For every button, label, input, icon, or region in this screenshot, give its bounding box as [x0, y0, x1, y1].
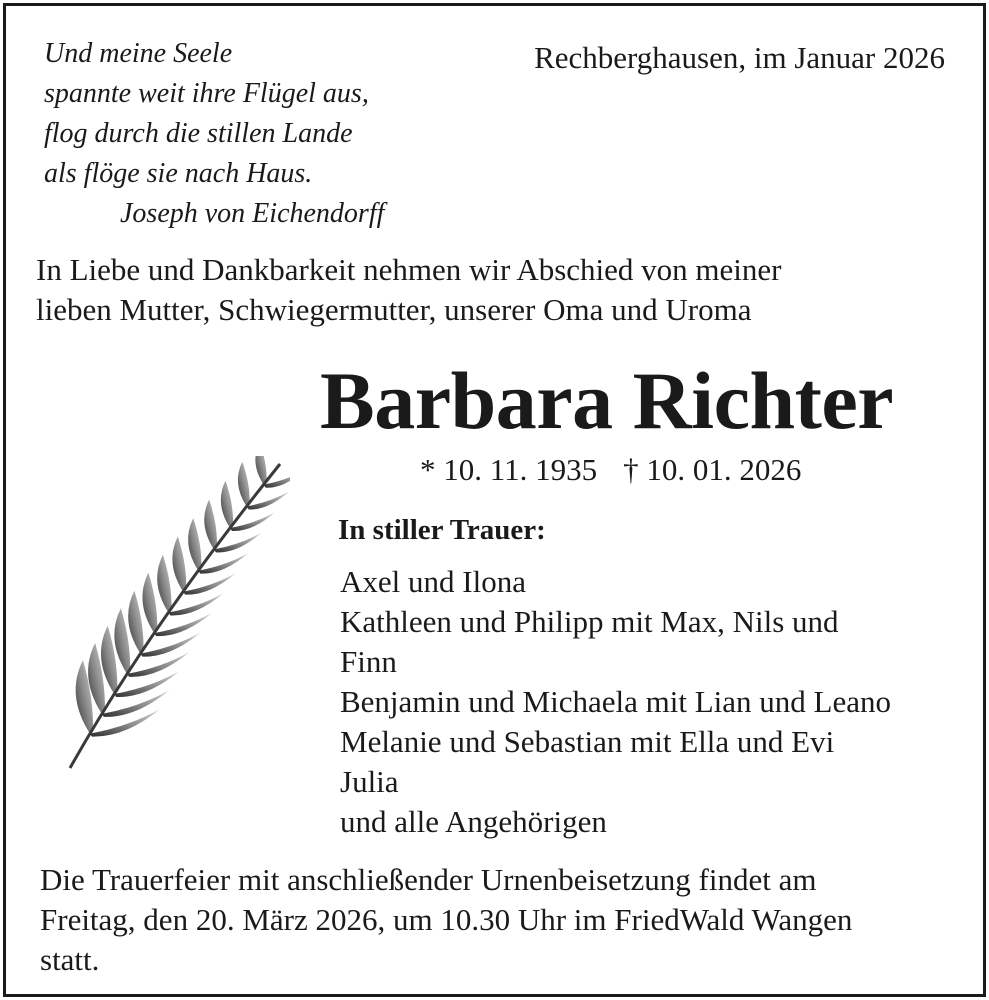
service-line: statt.: [40, 942, 100, 977]
birth-date: * 10. 11. 1935: [420, 452, 598, 487]
intro-text: [36, 250, 782, 330]
frond-leaflet: [238, 462, 250, 507]
mourner-line: Benjamin und Michaela mit Lian und Leano: [340, 684, 891, 719]
mourner-line: und alle Angehörigen: [340, 804, 607, 839]
mourner-line: Finn: [340, 644, 397, 679]
death-date: † 10. 01. 2026: [623, 452, 802, 487]
service-info: [40, 860, 940, 980]
frond-leaflet: [221, 481, 233, 528]
service-line: Freitag, den 20. März 2026, um 10.30 Uhr im FriedWald Wangen: [40, 902, 853, 937]
frond-leaflet: [188, 518, 201, 571]
service-line: Die Trauerfeier mit anschließender Urnenbeisetzung findet am: [40, 862, 817, 897]
frond-leaflet: [172, 537, 186, 592]
frond-leaflet: [142, 573, 157, 633]
frond-leaflet: [198, 553, 248, 574]
frond-leaflet: [157, 555, 171, 613]
palm-frond-icon: [60, 456, 290, 776]
frond-leaflet: [255, 456, 266, 485]
mourner-line: Julia: [340, 764, 399, 799]
poem-line: Und meine Seele: [44, 38, 233, 69]
frond-leaflet: [127, 652, 190, 677]
deceased-name: Barbara Richter: [320, 355, 894, 446]
place-date: Rechberghausen, im Januar 2026: [534, 40, 945, 75]
life-dates: [420, 452, 801, 488]
intro-line: lieben Mutter, Schwiegermutter, unserer Oma und Uroma: [36, 292, 752, 327]
frond-leaflet: [114, 671, 179, 697]
intro-line: In Liebe und Dankbarkeit nehmen wir Abschied von meiner: [36, 252, 782, 287]
frond-leaflet: [230, 512, 275, 531]
poem-author: Joseph von Eichendorff: [120, 198, 385, 229]
frond-leaflet: [214, 533, 262, 553]
frond-leaflet: [154, 613, 212, 636]
frond-leaflet: [128, 591, 143, 654]
poem: [44, 34, 384, 234]
frond-leaflet: [204, 500, 217, 550]
mourning-title: In stiller Trauer:: [338, 514, 546, 546]
mourner-line: Axel und Ilona: [340, 564, 526, 599]
frond-leaflet: [183, 573, 236, 594]
poem-line: spannte weit ihre Flügel aus,: [44, 78, 369, 109]
poem-line: als flöge sie nach Haus.: [44, 158, 313, 189]
mourners-list: [340, 562, 960, 842]
frond-leaflet: [114, 608, 130, 674]
mourner-line: Kathleen und Philipp mit Max, Nils und: [340, 604, 839, 639]
poem-line: flog durch die stillen Lande: [44, 118, 353, 149]
mourner-line: Melanie und Sebastian mit Ella und Evi: [340, 724, 835, 759]
frond-leaflet: [168, 593, 223, 615]
frond-leaflet: [140, 633, 200, 657]
